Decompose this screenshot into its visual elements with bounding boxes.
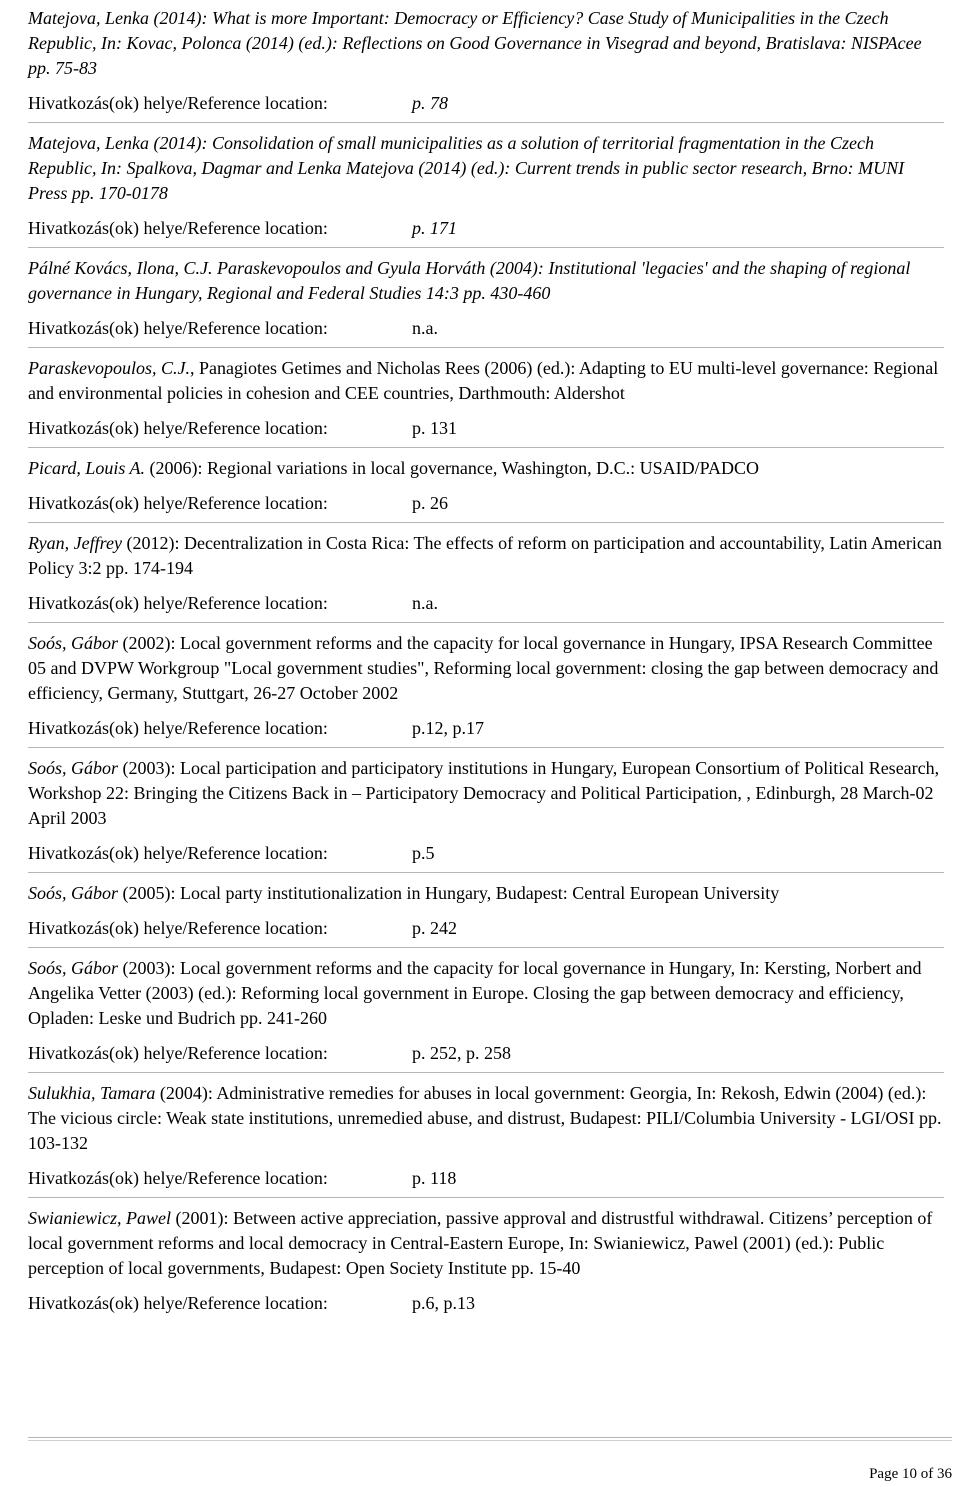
footer-divider-secondary xyxy=(28,1440,952,1441)
divider xyxy=(28,347,944,348)
citation-details: (2001): Between active appreciation, passive approval and distrustful withdrawal. Citizens’ perception of local government reforms and local democracy in Central-Eastern Europe, In: Swianiewicz, Pawel (2001) (ed.): Public perception of local governments, Budapest: Open Society Institute pp. 15-40 xyxy=(28,1208,933,1278)
citation-text: Matejova, Lenka (2014): Consolidation of small municipalities as a solution of territorial fragmentation in the Czech Republic, In: Spalkova, Dagmar and Lenka Matejova (2014) (ed.): Current trends in public sector research, Brno: MUNI Press pp. 170-0178 xyxy=(28,133,905,203)
reference-location-value: p. 242 xyxy=(412,918,457,938)
citation-author: Swianiewicz, Pawel xyxy=(28,1208,171,1228)
reference-location-value: n.a. xyxy=(412,593,438,613)
citation-details: , Panagiotes Getimes and Nicholas Rees (2006) (ed.): Adapting to EU multi-level governance: Regional and environmental policies in cohesion and CEE countries, Darthmouth: Aldershot xyxy=(28,358,939,403)
reference-location-line xyxy=(28,841,944,866)
citation-text xyxy=(28,956,944,1031)
reference-entry xyxy=(28,256,944,341)
citation-text xyxy=(28,631,944,706)
citation-text xyxy=(28,356,944,406)
divider xyxy=(28,247,944,248)
reference-location-line xyxy=(28,591,944,616)
divider xyxy=(28,1197,944,1198)
citation-text xyxy=(28,1206,944,1281)
divider xyxy=(28,747,944,748)
reference-location-value: p. 118 xyxy=(412,1168,457,1188)
reference-location-label: Hivatkozás(ok) helye/Reference location: xyxy=(28,418,328,438)
citation-author: Soós, Gábor xyxy=(28,633,119,653)
reference-entry xyxy=(28,881,944,941)
divider xyxy=(28,622,944,623)
reference-entry xyxy=(28,6,944,116)
citation-author: Sulukhia, Tamara xyxy=(28,1083,156,1103)
reference-location-label: Hivatkozás(ok) helye/Reference location: xyxy=(28,718,328,738)
reference-location-label: Hivatkozás(ok) helye/Reference location: xyxy=(28,843,328,863)
citation-text xyxy=(28,1081,944,1156)
reference-location-value: p.6, p.13 xyxy=(412,1293,475,1313)
reference-location-label: Hivatkozás(ok) helye/Reference location: xyxy=(28,218,328,238)
reference-location-line xyxy=(28,216,944,241)
citation-details: (2003): Local government reforms and the capacity for local governance in Hungary, In: Kersting, Norbert and Angelika Vetter (2003) (ed.): Reforming local government in Europe. Closing the gap between democracy and efficiency, Opladen: Leske und Budrich pp. 241-260 xyxy=(28,958,922,1028)
citation-author: Picard, Louis A. xyxy=(28,458,146,478)
citation-details: Paraskevopoulos and Gyula Horváth (2004): Institutional 'legacies' and the shaping of regional governance in Hungary, Regional and Federal Studies 14:3 pp. 430-460 xyxy=(28,258,911,303)
reference-location-value: p. 78 xyxy=(412,93,448,113)
citation-text: Matejova, Lenka (2014): What is more Important: Democracy or Efficiency? Case Study of Municipalities in the Czech Republic, In: Kovac, Polonca (2014) (ed.): Reflections on Good Governance in Visegrad and beyond, Bratislava: NISPAcee pp. 75-83 xyxy=(28,8,922,78)
divider xyxy=(28,522,944,523)
reference-location-label: Hivatkozás(ok) helye/Reference location: xyxy=(28,1168,328,1188)
reference-location-label: Hivatkozás(ok) helye/Reference location: xyxy=(28,593,328,613)
reference-location-line xyxy=(28,316,944,341)
reference-entry xyxy=(28,956,944,1066)
reference-location-line xyxy=(28,716,944,741)
reference-entry xyxy=(28,1081,944,1191)
reference-location-label: Hivatkozás(ok) helye/Reference location: xyxy=(28,1043,328,1063)
reference-entry xyxy=(28,756,944,866)
reference-location-value: n.a. xyxy=(412,318,438,338)
divider xyxy=(28,872,944,873)
citation-text xyxy=(28,531,944,581)
reference-entry xyxy=(28,131,944,241)
citation-text xyxy=(28,256,944,306)
divider xyxy=(28,122,944,123)
reference-location-label: Hivatkozás(ok) helye/Reference location: xyxy=(28,318,328,338)
citation-details: (2003): Local participation and participatory institutions in Hungary, European Consortium of Political Research, Workshop 22: Bringing the Citizens Back in – Participatory Democracy and Political Participation, , Edinburgh, 28 March-02 April 2003 xyxy=(28,758,940,828)
reference-location-label: Hivatkozás(ok) helye/Reference location: xyxy=(28,493,328,513)
reference-location-line xyxy=(28,1166,944,1191)
reference-location-label: Hivatkozás(ok) helye/Reference location: xyxy=(28,918,328,938)
reference-entry xyxy=(28,456,944,516)
footer-divider xyxy=(28,1437,952,1438)
divider xyxy=(28,1072,944,1073)
citation-details: (2006): Regional variations in local governance, Washington, D.C.: USAID/PADCO xyxy=(145,458,759,478)
reference-location-line xyxy=(28,916,944,941)
reference-entry xyxy=(28,1206,944,1316)
reference-location-value: p.5 xyxy=(412,843,435,863)
citation-details: (2002): Local government reforms and the capacity for local governance in Hungary, IPSA Research Committee 05 and DVPW Workgroup "Local government studies", Reforming local government: closing the gap between democracy and efficiency, Germany, Stuttgart, 26-27 October 2002 xyxy=(28,633,939,703)
reference-location-label: Hivatkozás(ok) helye/Reference location: xyxy=(28,93,328,113)
citation-author: Soós, Gábor xyxy=(28,758,119,778)
reference-location-line xyxy=(28,491,944,516)
divider xyxy=(28,447,944,448)
reference-list xyxy=(28,6,944,1316)
reference-entry xyxy=(28,631,944,741)
citation-details: (2004): Administrative remedies for abuses in local government: Georgia, In: Rekosh, Edwin (2004) (ed.): The vicious circle: Weak state institutions, unremedied abuse, and distrust, Budapest: PILI/Columbia University - LGI/OSI pp. 103-132 xyxy=(28,1083,942,1153)
citation-author: Ryan, Jeffrey xyxy=(28,533,122,553)
reference-location-line xyxy=(28,416,944,441)
citation-author: Soós, Gábor xyxy=(28,958,119,978)
reference-location-value: p.12, p.17 xyxy=(412,718,484,738)
reference-entry xyxy=(28,356,944,441)
citation-details: (2012): Decentralization in Costa Rica: The effects of reform on participation and accountability, Latin American Policy 3:2 pp. 174-194 xyxy=(28,533,942,578)
citation-text xyxy=(28,881,944,906)
reference-entry xyxy=(28,531,944,616)
reference-location-value: p. 26 xyxy=(412,493,448,513)
citation-details: (2005): Local party institutionalization in Hungary, Budapest: Central European University xyxy=(118,883,780,903)
citation-author: Pálné Kovács, Ilona, C.J. xyxy=(28,258,213,278)
reference-location-line xyxy=(28,1041,944,1066)
reference-location-value: p. 171 xyxy=(412,218,457,238)
reference-location-line xyxy=(28,91,944,116)
reference-location-value: p. 252, p. 258 xyxy=(412,1043,511,1063)
reference-location-value: p. 131 xyxy=(412,418,457,438)
citation-author: Soós, Gábor xyxy=(28,883,119,903)
citation-text xyxy=(28,456,944,481)
citation-text xyxy=(28,756,944,831)
divider xyxy=(28,947,944,948)
page-number: Page 10 of 36 xyxy=(869,1466,952,1482)
citation-author: Paraskevopoulos, C.J. xyxy=(28,358,190,378)
reference-location-line xyxy=(28,1291,944,1316)
reference-location-label: Hivatkozás(ok) helye/Reference location: xyxy=(28,1293,328,1313)
